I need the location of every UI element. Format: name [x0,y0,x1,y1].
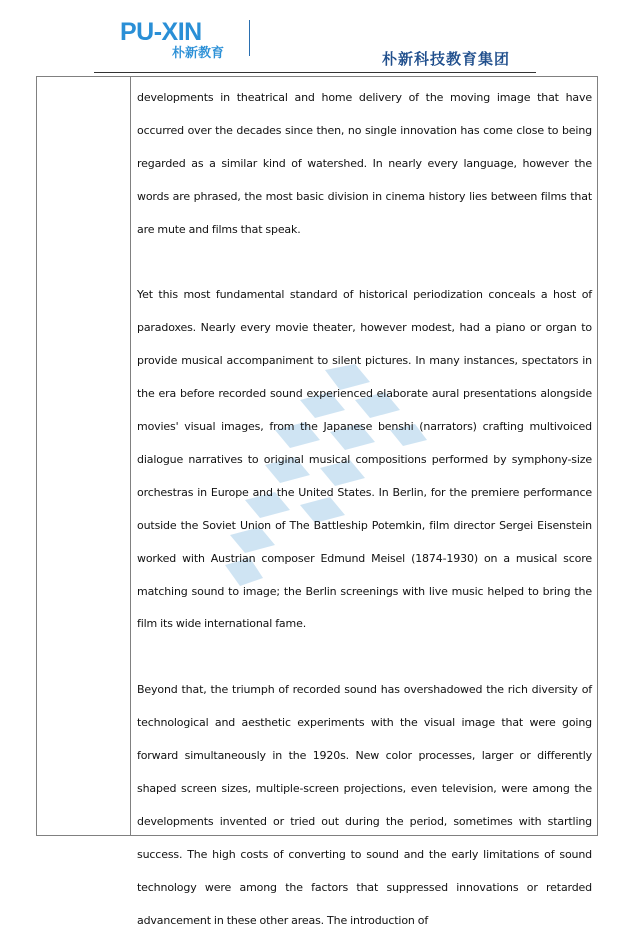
header-rule [94,72,536,73]
logo-divider [249,20,250,56]
logo-subtitle: 朴新教育 [172,46,225,60]
logo-text: PU-XIN [120,18,202,46]
page-header [0,0,630,76]
document-body [137,82,592,938]
puxin-logo [120,18,244,60]
column-divider [130,76,131,836]
organization-name: 朴新科技教育集团 [382,50,511,68]
paragraph: developments in theatrical and home delivery of the moving image that have occurred over the decades since then, no single innovation has come close to being regarded as a similar kind of watershed. In nearly every language, however the words are phrased, the most basic division in cinema history lies between films that are mute and films that speak. [137,91,592,236]
paragraph: Yet this most fundamental standard of historical periodization conceals a host of paradoxes. Nearly every movie theater, however modest, had a piano or organ to provide musical accompaniment to silent pictures. In many instances, spectators in the era before recorded sound experienced elaborate aural presentations alongside movies' visual images, from the Japanese benshi (narrators) crafting multivoiced dialogue narratives to original musical compositions performed by symphony-size orchestras in Europe and the United States. In Berlin, for the premiere performance outside the Soviet Union of The Battleship Potemkin, film director Sergei Eisenstein worked with Austrian composer Edmund Meisel (1874-1930) on a musical score matching sound to image; the Berlin screenings with live music helped to bring the film its wide international fame. [137,288,592,631]
paragraph: Beyond that, the triumph of recorded sound has overshadowed the rich diversity of technological and aesthetic experiments with the visual image that were going forward simultaneously in the 1920s. New color processes, larger or differently shaped screen sizes, multiple-screen projections, even television, were among the developments invented or tried out during the period, sometimes with startling success. The high costs of converting to sound and the early limitations of sound technology were among the factors that suppressed innovations or retarded advancement in these other areas. The introduction of [137,683,592,927]
